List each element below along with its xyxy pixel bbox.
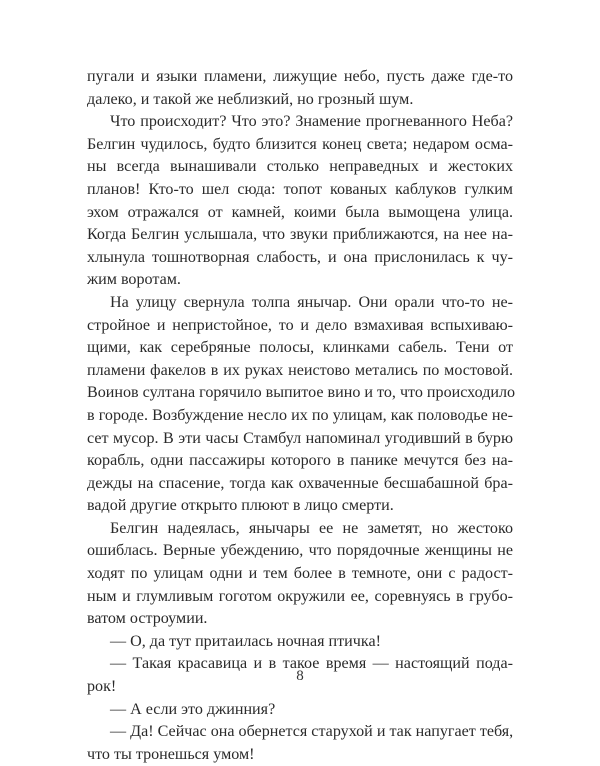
text-line: что ты тронешься умом! (87, 745, 255, 763)
paragraph (87, 518, 513, 631)
text-line: ным и глумливым гоготом окружили ее, соревнуясь в грубо- (87, 587, 513, 605)
text-line: — О, да тут притаилась ночная птичка! (110, 632, 381, 650)
text-line: корабль, одни пассажиры которого в панике мечутся без на- (87, 452, 513, 470)
text-line: планов! Кто-то шел сюда: топот кованых каблуков гулким (87, 180, 513, 198)
text-line: хлынула тошнотворная слабость, и она прислонилась к чу- (87, 248, 513, 266)
paragraph (87, 292, 516, 518)
paragraph (87, 631, 513, 654)
paragraph (87, 721, 513, 766)
text-line: ошиблась. Верные убеждению, что порядочные женщины не (87, 542, 513, 560)
text-line: эхом отражался от камней, коими была вымощена улица. (87, 203, 513, 221)
text-line: Когда Белгин услышала, что звуки приближаются, на нее на- (87, 226, 513, 244)
text-line: жим воротам. (87, 271, 181, 289)
text-line: — Такая красавица и в такое время — настоящий пода- (110, 655, 513, 673)
text-line: Белгин чудилось, будто близится конец света; недаром осма- (87, 135, 513, 153)
text-line: ны всегда вынашивали столько неправедных и жестоких (87, 158, 513, 176)
text-line: ходят по улицам одни и тем более в темноте, они с радост- (87, 565, 513, 583)
text-line: вадой другие открыто плюют в лицо смерти. (87, 497, 394, 515)
paragraph (87, 66, 513, 111)
text-line: далеко, и такой же неблизкий, но грозный шум. (87, 90, 414, 108)
text-line: Что происходит? Что это? Знамение прогневанного Неба? (110, 113, 513, 131)
text-line: рок! (87, 678, 117, 696)
book-page-body (87, 66, 516, 766)
text-line: стройное и непристойное, то и дело взмахивая вспыхиваю- (87, 316, 513, 334)
text-line: дежды на спасение, тогда как охваченные бесшабашной бра- (87, 474, 513, 492)
text-line: Воинов султана горячило выпитое вино и то, что происходило (87, 384, 516, 402)
text-line: — А если это джинния? (110, 700, 276, 718)
text-line: ватом остроумии. (87, 610, 208, 628)
text-line: щими, как серебряные полосы, клинками сабель. Тени от (87, 339, 513, 357)
text-line: — Да! Сейчас она обернется старухой и так напугает тебя, (110, 723, 514, 741)
page-number: 8 (296, 668, 304, 684)
text-line: пугали и языки пламени, лижущие небо, пусть даже где-то (87, 68, 513, 85)
paragraph (87, 699, 513, 722)
text-line: сет мусор. В эти часы Стамбул напоминал угодивший в бурю (87, 429, 513, 447)
text-line: пламени факелов в их руках неистово метались по мостовой. (87, 361, 513, 379)
text-line: На улицу свернула толпа янычар. Они орали что-то не- (110, 293, 513, 311)
paragraph (87, 111, 513, 292)
text-line: Белгин надеялась, янычары ее не заметят, но жестоко (110, 519, 513, 537)
text-line: в городе. Возбуждение несло их по улицам, как половодье не- (87, 406, 513, 424)
